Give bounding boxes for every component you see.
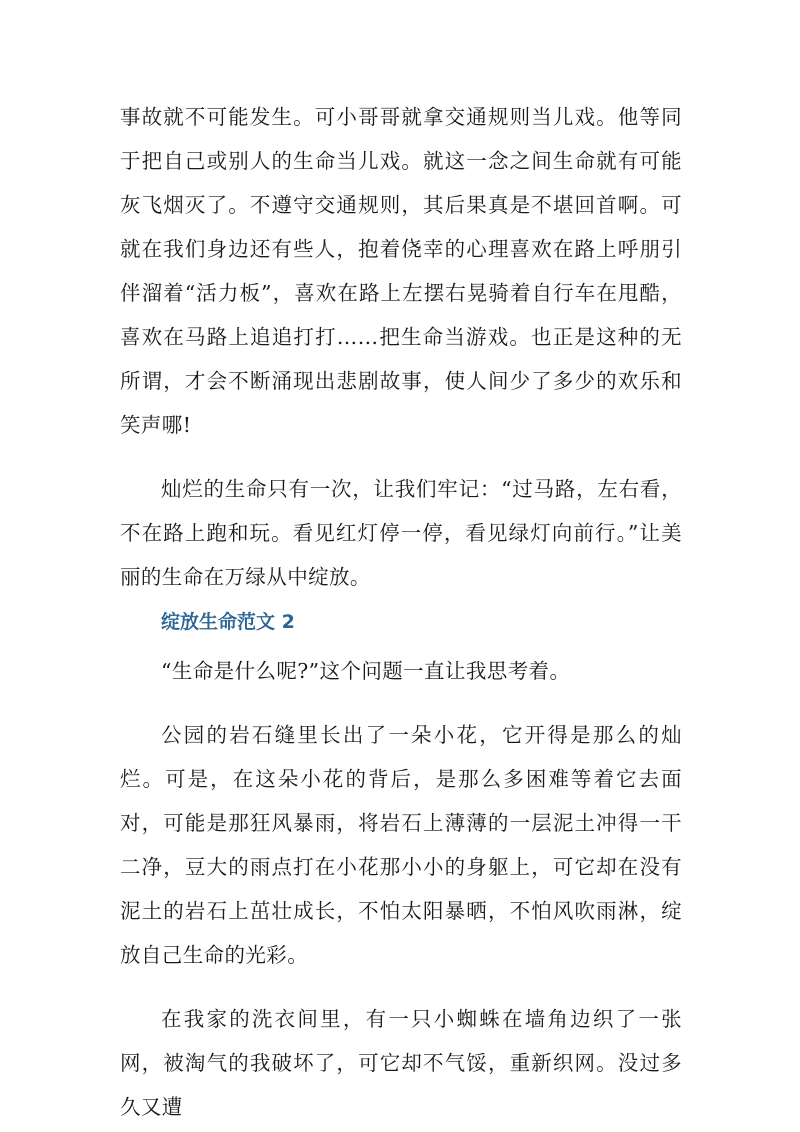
paragraph-5: 在我家的洗衣间里，有一只小蜘蛛在墙角边织了一张网，被淘气的我破坏了，可它却不气馁，重新织网。没过多久又遭	[120, 1007, 682, 1119]
paragraph-1: 事故就不可能发生。可小哥哥就拿交通规则当儿戏。他等同于把自己或别人的生命当儿戏。就这一念之间生命就有可能灰飞烟灭了。不遵守交通规则，其后果真是不堪回首啊。可就在我们身边还有些人，抱着侥幸的心理喜欢在路上呼朋引伴溜着“活力板”，喜欢在路上左摆右晃骑着自行车在甩酷，喜欢在马路上追追打打……把生命当游戏。也正是这种的无所谓，才会不断涌现出悲剧故事，使人间少了多少的欢乐和笑声哪!	[120, 105, 682, 437]
section-heading: 绽放生命范文 2	[161, 611, 295, 633]
paragraph-spacer	[120, 693, 682, 713]
heading-spacer	[120, 599, 682, 607]
paragraph-3: “生命是什么呢?”这个问题一直让我思考着。	[161, 659, 571, 683]
paragraph-4: 公园的岩石缝里长出了一朵小花，它开得是那么的灿烂。可是，在这朵小花的背后，是那么多困难等着它去面对，可能是那狂风暴雨，将岩石上薄薄的一层泥土冲得一干二净，豆大的雨点打在小花那小小的身躯上，可它却在没有泥土的岩石上茁壮成长，不怕太阳暴晒，不怕风吹雨淋，绽放自己生命的光彩。	[120, 723, 682, 967]
document-page	[120, 95, 682, 1129]
paragraph-2: 灿烂的生命只有一次，让我们牢记：“过马路，左右看，不在路上跑和玩。看见红灯停一停，看见绿灯向前行。”让美丽的生命在万绿从中绽放。	[120, 477, 682, 589]
paragraph-spacer	[120, 447, 682, 467]
paragraph-spacer	[120, 977, 682, 997]
heading-spacer	[120, 637, 682, 649]
